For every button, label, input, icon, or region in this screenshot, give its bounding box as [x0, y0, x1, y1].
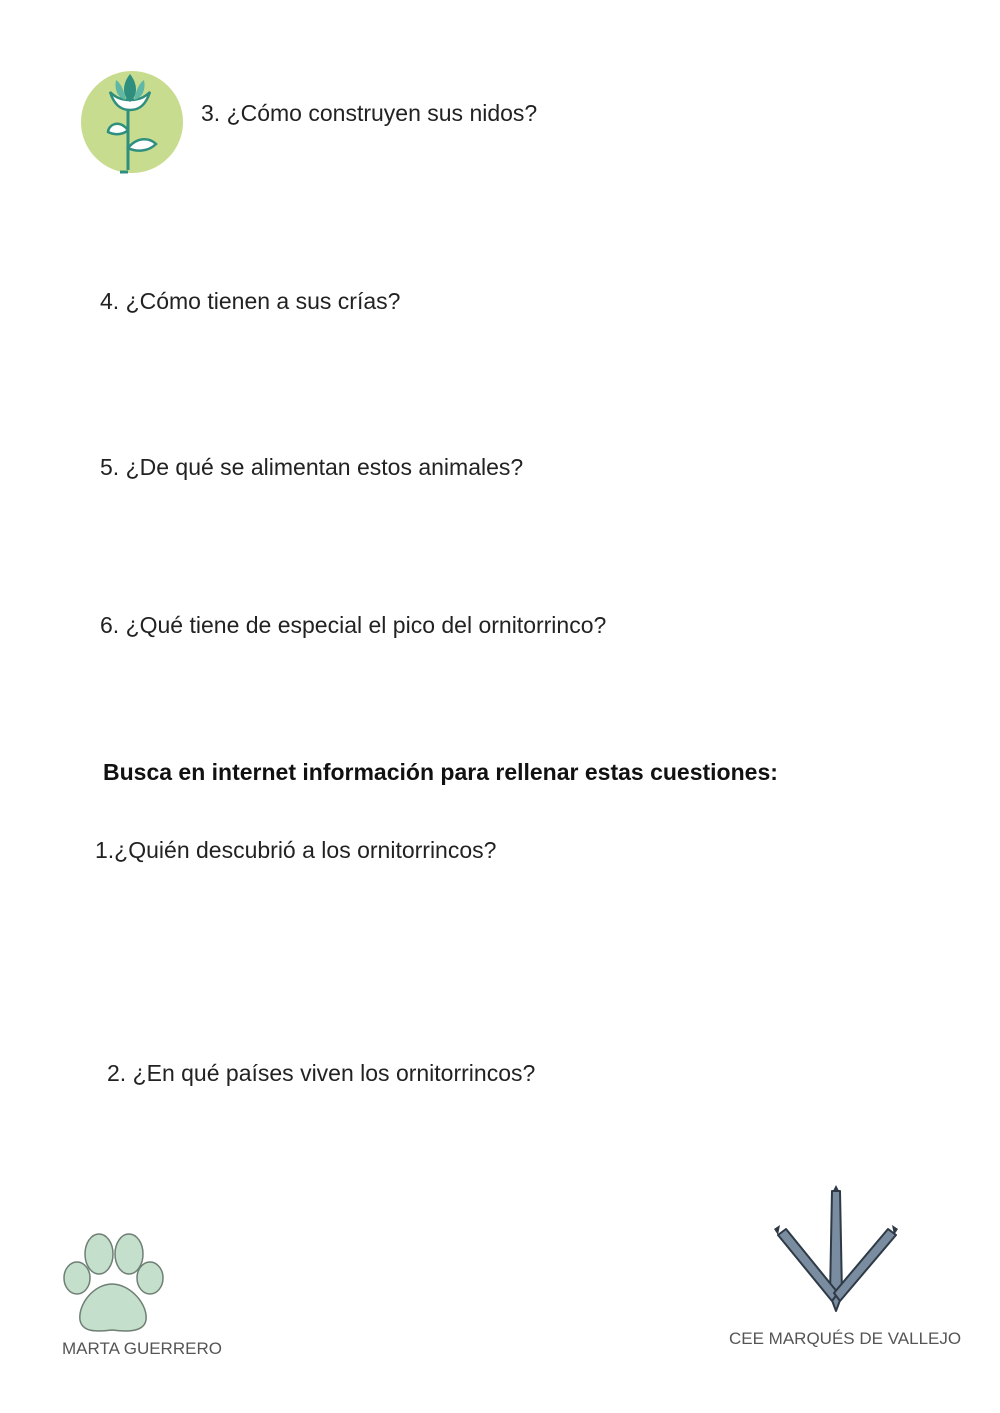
question-5: 5. ¿De qué se alimentan estos animales? [100, 454, 524, 480]
question-4: 4. ¿Cómo tienen a sus crías? [100, 288, 401, 314]
paw-icon [60, 1232, 166, 1334]
flower-icon [80, 70, 184, 174]
question-2: 2. ¿En qué países viven los ornitorrincos? [107, 1060, 536, 1086]
bird-track-icon [770, 1185, 902, 1315]
question-1: 1.¿Quién descubrió a los ornitorrincos? [95, 837, 497, 863]
section-heading: Busca en internet información para rellenar estas cuestiones: [103, 759, 778, 785]
school-credit: CEE MARQUÉS DE VALLEJO [729, 1329, 962, 1348]
author-credit: MARTA GUERRERO [62, 1339, 222, 1358]
question-6: 6. ¿Qué tiene de especial el pico del ornitorrinco? [100, 612, 607, 638]
question-3: 3. ¿Cómo construyen sus nidos? [201, 100, 538, 126]
